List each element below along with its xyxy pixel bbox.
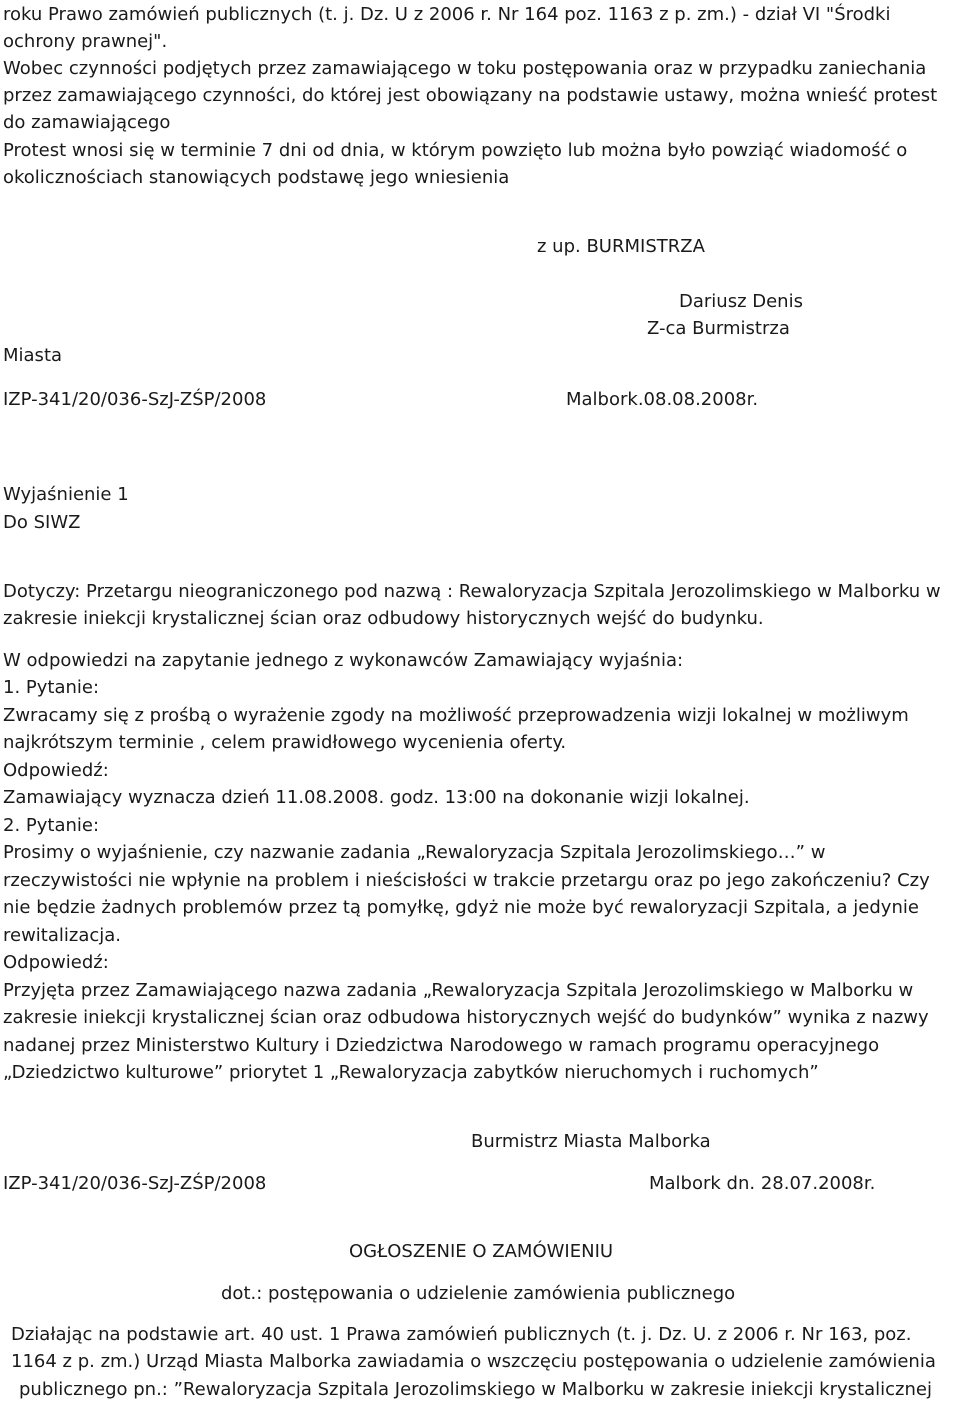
signature-name: Dariusz Denis: [679, 291, 803, 312]
place-date: Malbork dn. 28.07.2008r.: [649, 1173, 876, 1194]
reference-number: IZP-341/20/036-SzJ-ZŚP/2008: [3, 1173, 267, 1194]
text-line: rewitalizacja.: [3, 925, 122, 946]
signature-miasta: Miasta: [3, 345, 63, 366]
text-line: Wobec czynności podjętych przez zamawiającego w toku postępowania oraz w przypadku zaniechania: [3, 58, 927, 79]
answer-label: Odpowiedź:: [3, 760, 109, 781]
text-line: Zwracamy się z prośbą o wyrażenie zgody na możliwość przeprowadzenia wizji lokalnej w możliwym: [3, 705, 909, 726]
text-line: roku Prawo zamówień publicznych (t. j. Dz. U z 2006 r. Nr 164 poz. 1163 z p. zm.) - dział VI "Środki: [3, 4, 891, 25]
text-line: W odpowiedzi na zapytanie jednego z wykonawców Zamawiający wyjaśnia:: [3, 650, 684, 671]
text-line: nadanej przez Ministerstwo Kultury i Dziedzictwa Narodowego w ramach programu operacyjnego: [3, 1035, 880, 1056]
signature-mayor: Burmistrz Miasta Malborka: [471, 1131, 711, 1152]
text-line: ochrony prawnej".: [3, 31, 168, 52]
answer-label: Odpowiedź:: [3, 952, 109, 973]
text-line: przez zamawiającego czynności, do której jest obowiązany na podstawie ustawy, można wnieść protest: [3, 85, 938, 106]
text-line: zakresie iniekcji krystalicznej ścian oraz odbudowy historycznych wejść do budynku.: [3, 608, 764, 629]
place-date: Malbork.08.08.2008r.: [566, 389, 759, 410]
text-line: publicznego pn.: ”Rewaloryzacja Szpitala Jerozolimskiego w Malborku w zakresie iniekcji krystalicznej: [19, 1379, 932, 1400]
explanation-title: Wyjaśnienie 1: [3, 484, 129, 505]
text-line: Protest wnosi się w terminie 7 dni od dnia, w którym powzięto lub można było powziąć wiadomość o: [3, 140, 908, 161]
text-line: do zamawiającego: [3, 112, 171, 133]
text-line: najkrótszym terminie , celem prawidłowego wycenienia oferty.: [3, 732, 567, 753]
text-line: Prosimy o wyjaśnienie, czy nazwanie zadania „Rewaloryzacja Szpitala Jerozolimskiego…” w: [3, 842, 826, 863]
text-line: Działając na podstawie art. 40 ust. 1 Prawa zamówień publicznych (t. j. Dz. U. z 2006 r. Nr 163, poz.: [11, 1324, 912, 1345]
announcement-title: OGŁOSZENIE O ZAMÓWIENIU: [349, 1241, 614, 1262]
question-label: 1. Pytanie:: [3, 677, 100, 698]
explanation-subtitle: Do SIWZ: [3, 512, 81, 533]
question-label: 2. Pytanie:: [3, 815, 100, 836]
signature-role: Z-ca Burmistrza: [647, 318, 790, 339]
text-line: „Dziedzictwo kulturowe” priorytet 1 „Rewaloryzacja zabytków nieruchomych i ruchomych”: [3, 1062, 819, 1083]
signature-z-up: z up. BURMISTRZA: [537, 236, 705, 257]
reference-number: IZP-341/20/036-SzJ-ZŚP/2008: [3, 389, 267, 410]
text-line: Przyjęta przez Zamawiającego nazwa zadania „Rewaloryzacja Szpitala Jerozolimskiego w Malborku w: [3, 980, 914, 1001]
announcement-subtitle: dot.: postępowania o udzielenie zamówienia publicznego: [221, 1283, 736, 1304]
text-line: Zamawiający wyznacza dzień 11.08.2008. godz. 13:00 na dokonanie wizji lokalnej.: [3, 787, 750, 808]
text-line: nie będzie żadnych problemów przez tą pomyłkę, gdyż nie może być rewaloryzacji Szpitala, a jedynie: [3, 897, 919, 918]
text-line: 1164 z p. zm.) Urząd Miasta Malborka zawiadamia o wszczęciu postępowania o udzielenie zamówienia: [11, 1351, 936, 1372]
text-line: okolicznościach stanowiących podstawę jego wniesienia: [3, 167, 510, 188]
text-line: rzeczywistości nie wpłynie na problem i nieścisłości w trakcie przetargu oraz po jego zakończeniu? Czy: [3, 870, 930, 891]
text-line: zakresie iniekcji krystalicznej ścian oraz odbudowa historycznych wejść do budynków” wynika z nazwy: [3, 1007, 929, 1028]
text-line: Dotyczy: Przetargu nieograniczonego pod nazwą : Rewaloryzacja Szpitala Jerozolimskiego w Malborku w: [3, 581, 941, 602]
